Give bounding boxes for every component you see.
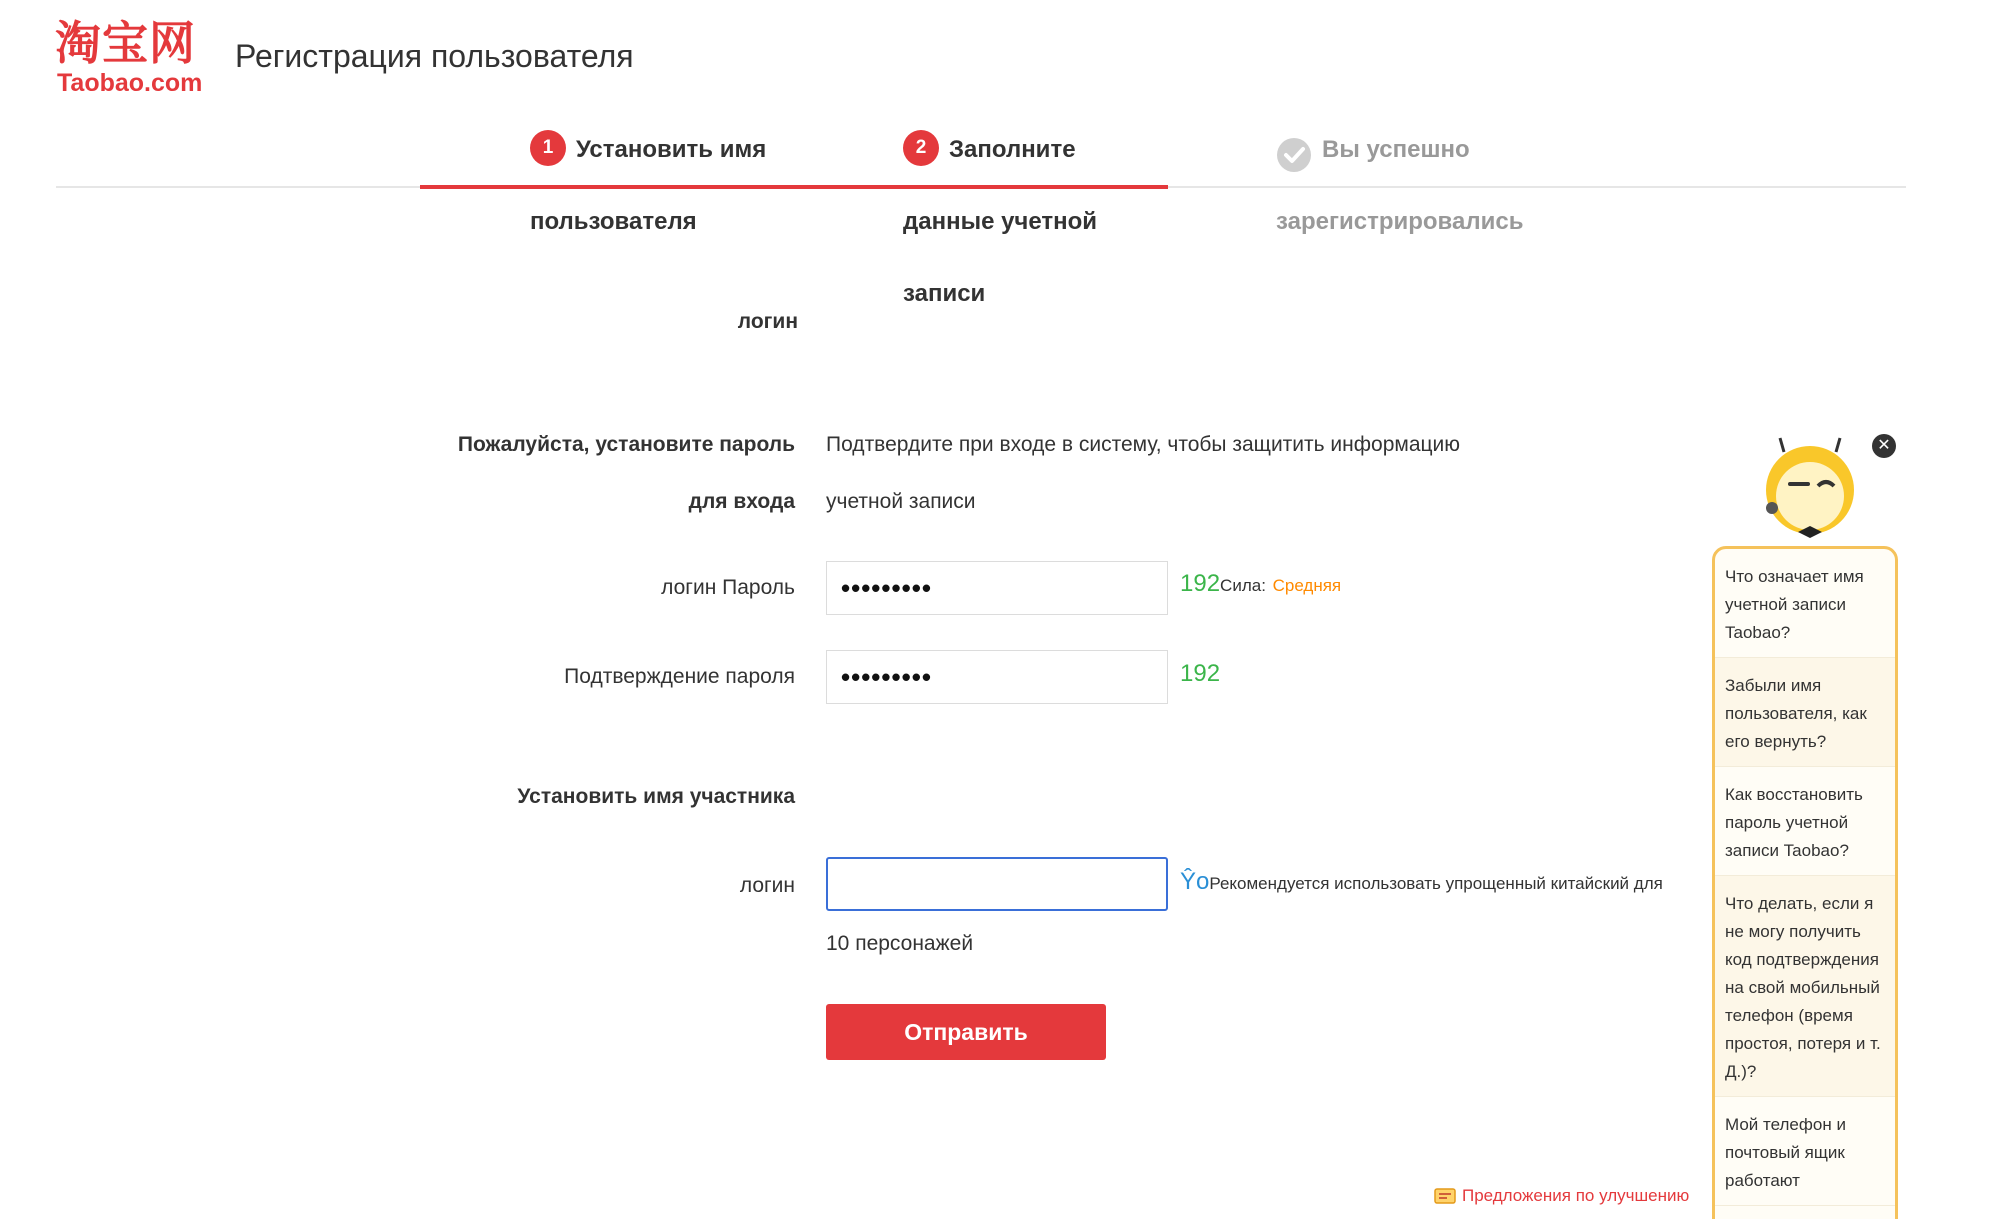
strength-label: Сила: xyxy=(1220,576,1266,595)
password-section-heading: Пожалуйста, установите пароль xyxy=(457,433,795,456)
password-input[interactable]: ••••••••• xyxy=(826,561,1168,615)
password-label: логин Пароль xyxy=(661,576,795,599)
login-label: логин xyxy=(739,874,795,897)
member-name-heading: Установить имя участника xyxy=(517,785,795,808)
step-label-line1: Вы успешно xyxy=(1322,136,1470,163)
step-label-line2: пользователя xyxy=(530,208,697,235)
password-section-description: Подтвердите при входе в систему, чтобы защитить информацию xyxy=(826,433,1461,456)
feedback-icon xyxy=(1434,1188,1456,1206)
step-label-line2: данные учетной xyxy=(903,208,1098,235)
login-hint-line2: 10 персонажей xyxy=(826,932,974,955)
page-title: Регистрация пользователя xyxy=(235,38,634,74)
login-input[interactable] xyxy=(826,857,1168,911)
feedback-link-text: Предложения по улучшению xyxy=(1462,1186,1690,1205)
password-hint-number: 192 xyxy=(1180,570,1221,597)
logo-english-text: Taobao.com xyxy=(57,69,203,97)
submit-button[interactable]: Отправить xyxy=(826,1004,1106,1060)
step-number-badge: 2 xyxy=(903,130,939,166)
feedback-link[interactable] xyxy=(1434,1186,1689,1206)
help-panel xyxy=(1712,546,1898,1219)
password-section-heading-2: для входа xyxy=(688,490,795,513)
confirm-password-input[interactable]: ••••••••• xyxy=(826,650,1168,704)
password-hint xyxy=(1180,570,1341,598)
step-number-badge: 1 xyxy=(530,130,566,166)
help-item[interactable]: Что делать, если я не могу получить код подтверждения на свой мобильный телефон (время простоя, потеря и т. Д.)? xyxy=(1715,876,1895,1097)
step-set-username xyxy=(530,114,830,258)
check-circle-icon xyxy=(1276,130,1312,166)
login-hint-text: Рекомендуется использовать упрощенный китайский для xyxy=(1209,874,1663,893)
step-label-line3: логин xyxy=(737,310,798,333)
strength-value: Средняя xyxy=(1272,576,1342,595)
login-hint-icon: Ŷo xyxy=(1180,868,1210,895)
help-item[interactable]: Что означает имя учетной записи Taobao? xyxy=(1715,549,1895,658)
taobao-logo[interactable] xyxy=(55,17,225,97)
confirm-password-hint: 192 xyxy=(1180,660,1221,687)
close-help-button[interactable]: ✕ xyxy=(1872,434,1896,458)
logo-chinese-text: 淘宝网 xyxy=(55,17,196,69)
step-label-line1: Заполните xyxy=(949,136,1076,163)
help-item[interactable]: Забыли имя пользователя, как его вернуть? xyxy=(1715,658,1895,767)
step-fill-account-data xyxy=(903,114,1203,330)
step-registration-success xyxy=(1276,114,1596,258)
step-label-line3: записи xyxy=(903,280,986,307)
step-label-line1: Установить имя xyxy=(576,136,767,163)
step-label-line2: зарегистрировались xyxy=(1276,208,1524,235)
assistant-mascot-icon[interactable] xyxy=(1758,432,1862,540)
help-item[interactable]: Мой телефон и почтовый ящик работают xyxy=(1715,1097,1895,1206)
confirm-password-label: Подтверждение пароля xyxy=(564,665,795,688)
help-item[interactable]: Как восстановить пароль учетной записи Taobao? xyxy=(1715,767,1895,876)
login-hint xyxy=(1180,868,1663,896)
password-section-description-2: учетной записи xyxy=(826,490,976,513)
